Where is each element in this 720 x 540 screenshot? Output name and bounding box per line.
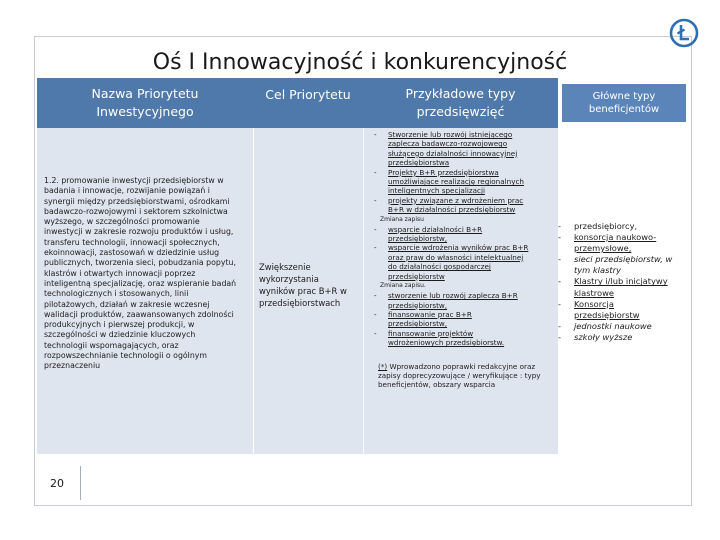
header-priority-goal: Cel Priorytetu <box>253 78 363 128</box>
list-item: - przedsiębiorcy, <box>558 221 638 231</box>
change-label: Zmiana zapisu <box>380 215 424 223</box>
priority-description: 1.2. promowanie inwestycji przedsiębiorstw w badania i innowacje, rozwijanie powiązań i synergii między przedsiębiorstwami, ośrodkami badawczo-rozwojowymi i sektorem szkolnictwa wyższego, w szczególności promowanie inwestycji w zakresie rozwoju produktów i usług, transferu technologii, innowacji społecznych, ekoinnowacji, zastosowań w dziedzinie usług publicznych, tworzenia sieci, pobudzania popytu, klastrów i otwartych innowacji poprzez inteligentną specjalizację, oraz wspieranie badań technologicznych i stosowanych, linii pilotażowych, działań w zakresie wczesnej walidacji produktów, zaawansowanych zdolności produkcyjnych i pierwszej produkcji, w szczególności w dziedzinie kluczowych technologii wspomagających, oraz rozpowszechnianie technologii o ogólnym przeznaczeniu <box>44 176 237 371</box>
footnote: (*) Wprowadzono poprawki redakcyjne oraz zapisy doprecyzowujące / weryfikujące : typy beneficjentów, obszary wsparcia <box>378 361 541 390</box>
list-item: - Stworzenie lub rozwój istniejącego zaplecza badawczo-rozwojowego służącego działalności innowacyjnej przedsiębiorstwa <box>374 130 518 168</box>
header-beneficiaries: Główne typy beneficjentów <box>562 84 686 122</box>
change-label: Zmiana zapisu. <box>380 282 426 290</box>
list-item: - Projekty B+R przedsiębiorstwa umożliwiające realizację regionalnych inteligentnych specjalizacji <box>374 167 524 196</box>
list-item: - szkoły wyższe <box>558 331 633 342</box>
list-item: - Konsorcja przedsiębiorstw <box>558 298 640 320</box>
list-item: - projekty związane z wdrożeniem prac B+R w działalności przedsiębiorstw <box>374 195 524 215</box>
slide-title: Oś I Innowacyjność i konkurencyjność <box>152 50 568 75</box>
list-item: - sieci przedsiębiorstw, w tym klastry <box>558 254 673 276</box>
page-number: 20 <box>50 477 64 490</box>
priority-goal-text: Zwiększenie wykorzystania wyników prac B+R w przedsiębiorstwach <box>259 262 347 308</box>
region-logo-icon <box>669 18 699 48</box>
list-item: - jednostki naukowe <box>558 320 652 331</box>
list-item: - finansowanie prac B+R przedsiębiorstw, <box>374 309 472 329</box>
list-item: - konsorcja naukowo- przemysłowe, <box>558 232 657 254</box>
list-item: - stworzenie lub rozwój zaplecza B+R przedsiębiorstw, <box>374 291 518 310</box>
list-item: - wsparcie działalności B+R przedsiębiorstw, <box>374 224 483 244</box>
list-item: - Klastry i/lub inicjatywy klastrowe <box>558 276 668 298</box>
column-divider <box>363 128 364 454</box>
header-priority-name: Nazwa Priorytetu Inwestycyjnego <box>37 78 253 128</box>
header-example-projects: Przykładowe typy przedsięwzięć <box>363 78 558 128</box>
beneficiaries-list <box>557 221 687 343</box>
list-item: - wsparcie wdrożenia wyników prac B+R oraz praw do własności intelektualnej do działalności gospodarczej przedsiębiorstw <box>374 243 529 281</box>
column-divider <box>253 128 254 454</box>
list-item: - finansowanie projektów wdrożeniowych przedsiębiorstw. <box>374 328 505 348</box>
footer-divider <box>80 466 81 500</box>
example-projects-list <box>374 130 554 390</box>
